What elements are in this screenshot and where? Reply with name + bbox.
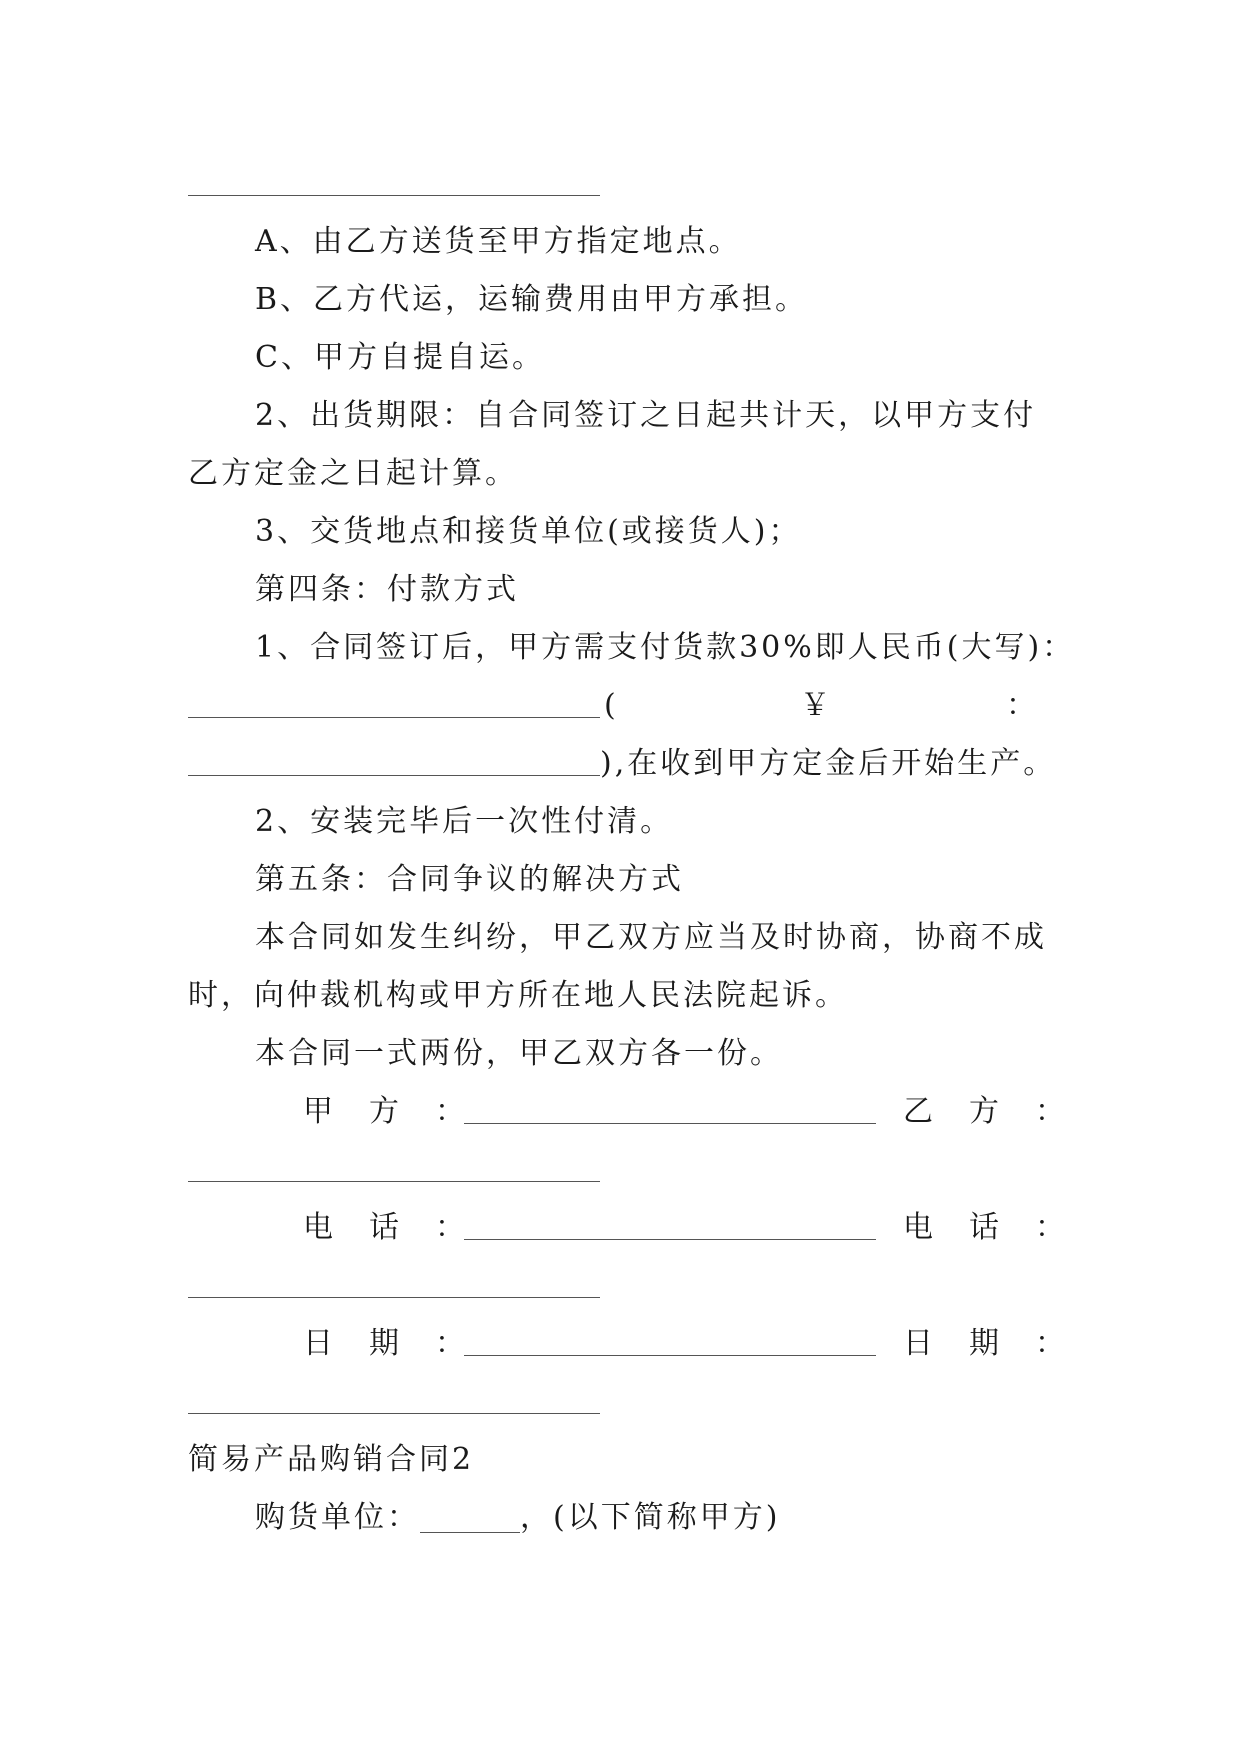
buyer-suffix: ，(以下简称甲方) xyxy=(520,1500,781,1535)
phone-b-blank xyxy=(188,1297,600,1298)
blank-line-top xyxy=(188,195,600,196)
delivery-option-b: B、乙方代运，运输费用由甲方承担。 xyxy=(255,282,809,317)
deadline-line-2: 乙方定金之日起计算。 xyxy=(188,456,518,491)
delivery-place: 3、交货地点和接货单位(或接货人)； xyxy=(255,514,802,549)
phone-a-label: 电 话 ： xyxy=(303,1210,468,1245)
payment-tail: ),在收到甲方定金后开始生产。 xyxy=(600,746,1057,781)
amount-blank-lower xyxy=(188,775,600,776)
party-a-blank xyxy=(464,1123,876,1124)
date-a-blank xyxy=(464,1355,876,1356)
buyer-line xyxy=(255,1498,780,1538)
delivery-option-a: A、由乙方送货至甲方指定地点。 xyxy=(255,224,742,259)
dispute-line-2: 时，向仲裁机构或甲方所在地人民法院起诉。 xyxy=(188,978,848,1013)
deadline-line-1: 2、出货期限：自合同签订之日起共计天，以甲方支付 xyxy=(255,398,1037,433)
amount-open-paren: ( xyxy=(604,688,619,723)
date-b-label: 日 期 ： xyxy=(903,1326,1068,1361)
party-b-blank xyxy=(188,1181,600,1182)
delivery-option-c: C、甲方自提自运。 xyxy=(255,340,545,375)
buyer-label: 购货单位： xyxy=(255,1500,420,1535)
party-b-label: 乙 方 ： xyxy=(903,1094,1068,1129)
phone-a-blank xyxy=(464,1239,876,1240)
date-a-label: 日 期 ： xyxy=(303,1326,468,1361)
payment-line-2: 2、安装完毕后一次性付清。 xyxy=(255,804,674,839)
amount-colon: ： xyxy=(1006,688,1039,723)
phone-b-label: 电 话 ： xyxy=(903,1210,1068,1245)
payment-line-1: 1、合同签订后，甲方需支付货款30%即人民币(大写)： xyxy=(255,630,1076,665)
amount-blank-upper xyxy=(188,717,600,718)
dispute-line-1: 本合同如发生纠纷，甲乙双方应当及时协商，协商不成 xyxy=(255,920,1047,955)
article-5-title: 第五条：合同争议的解决方式 xyxy=(255,862,684,897)
date-b-blank xyxy=(188,1413,600,1414)
buyer-blank xyxy=(420,1502,520,1533)
contract-2-title: 简易产品购销合同2 xyxy=(188,1442,475,1477)
party-a-label: 甲 方 ： xyxy=(303,1094,468,1129)
copies-line: 本合同一式两份，甲乙双方各一份。 xyxy=(255,1036,783,1071)
article-4-title: 第四条：付款方式 xyxy=(255,572,519,607)
yen-sign: ￥ xyxy=(800,688,833,723)
